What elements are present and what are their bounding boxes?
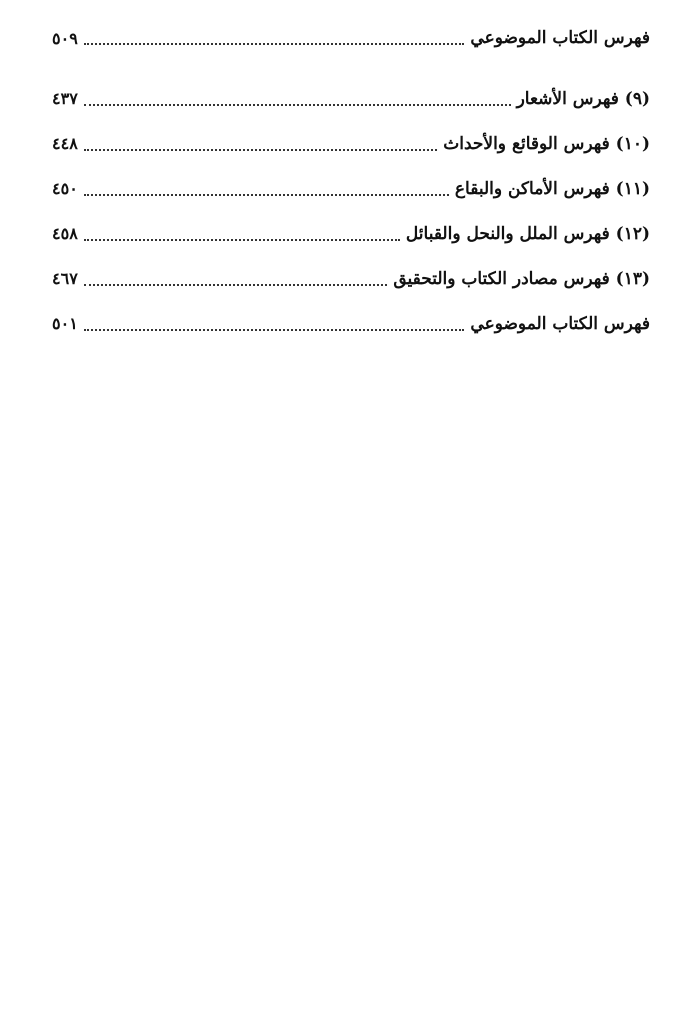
toc-entry-title: (١٣) فهرس مصادر الكتاب والتحقيق xyxy=(393,268,650,289)
running-header xyxy=(52,20,650,48)
toc-entry-page: ٤٣٧ xyxy=(52,89,78,108)
toc-entry-title: (١٢) فهرس الملل والنحل والقبائل xyxy=(405,223,650,244)
toc-leader-dots xyxy=(84,329,465,331)
toc-leader-dots xyxy=(84,104,511,106)
toc-entry-events xyxy=(52,121,650,166)
toc-entry-sources xyxy=(52,256,650,301)
toc-entry-page: ٤٥٠ xyxy=(52,179,78,198)
table-of-contents xyxy=(52,76,650,346)
toc-entry-sects-tribes xyxy=(52,211,650,256)
toc-entry-subject-index xyxy=(52,301,650,346)
toc-leader-dots xyxy=(84,284,388,286)
toc-entry-places xyxy=(52,166,650,211)
toc-entry-title: فهرس الكتاب الموضوعي xyxy=(470,313,650,334)
toc-entry-page: ٤٥٨ xyxy=(52,224,78,243)
toc-leader-dots xyxy=(84,149,437,151)
header-rule xyxy=(52,55,650,56)
toc-entry-page: ٤٦٧ xyxy=(52,269,78,288)
toc-leader-dots xyxy=(84,239,400,241)
toc-entry-page: ٥٠١ xyxy=(52,314,78,333)
header-leader-dots xyxy=(84,43,465,45)
toc-entry-title: (٩) فهرس الأشعار xyxy=(516,88,650,109)
toc-entry-page: ٤٤٨ xyxy=(52,134,78,153)
header-title: فهرس الكتاب الموضوعي xyxy=(470,28,650,48)
toc-entry-title: (١١) فهرس الأماكن والبقاع xyxy=(454,178,650,199)
header-page-number: ٥٠٩ xyxy=(52,29,78,48)
toc-entry-title: (١٠) فهرس الوقائع والأحداث xyxy=(443,133,650,154)
toc-entry-poems xyxy=(52,76,650,121)
toc-leader-dots xyxy=(84,194,449,196)
